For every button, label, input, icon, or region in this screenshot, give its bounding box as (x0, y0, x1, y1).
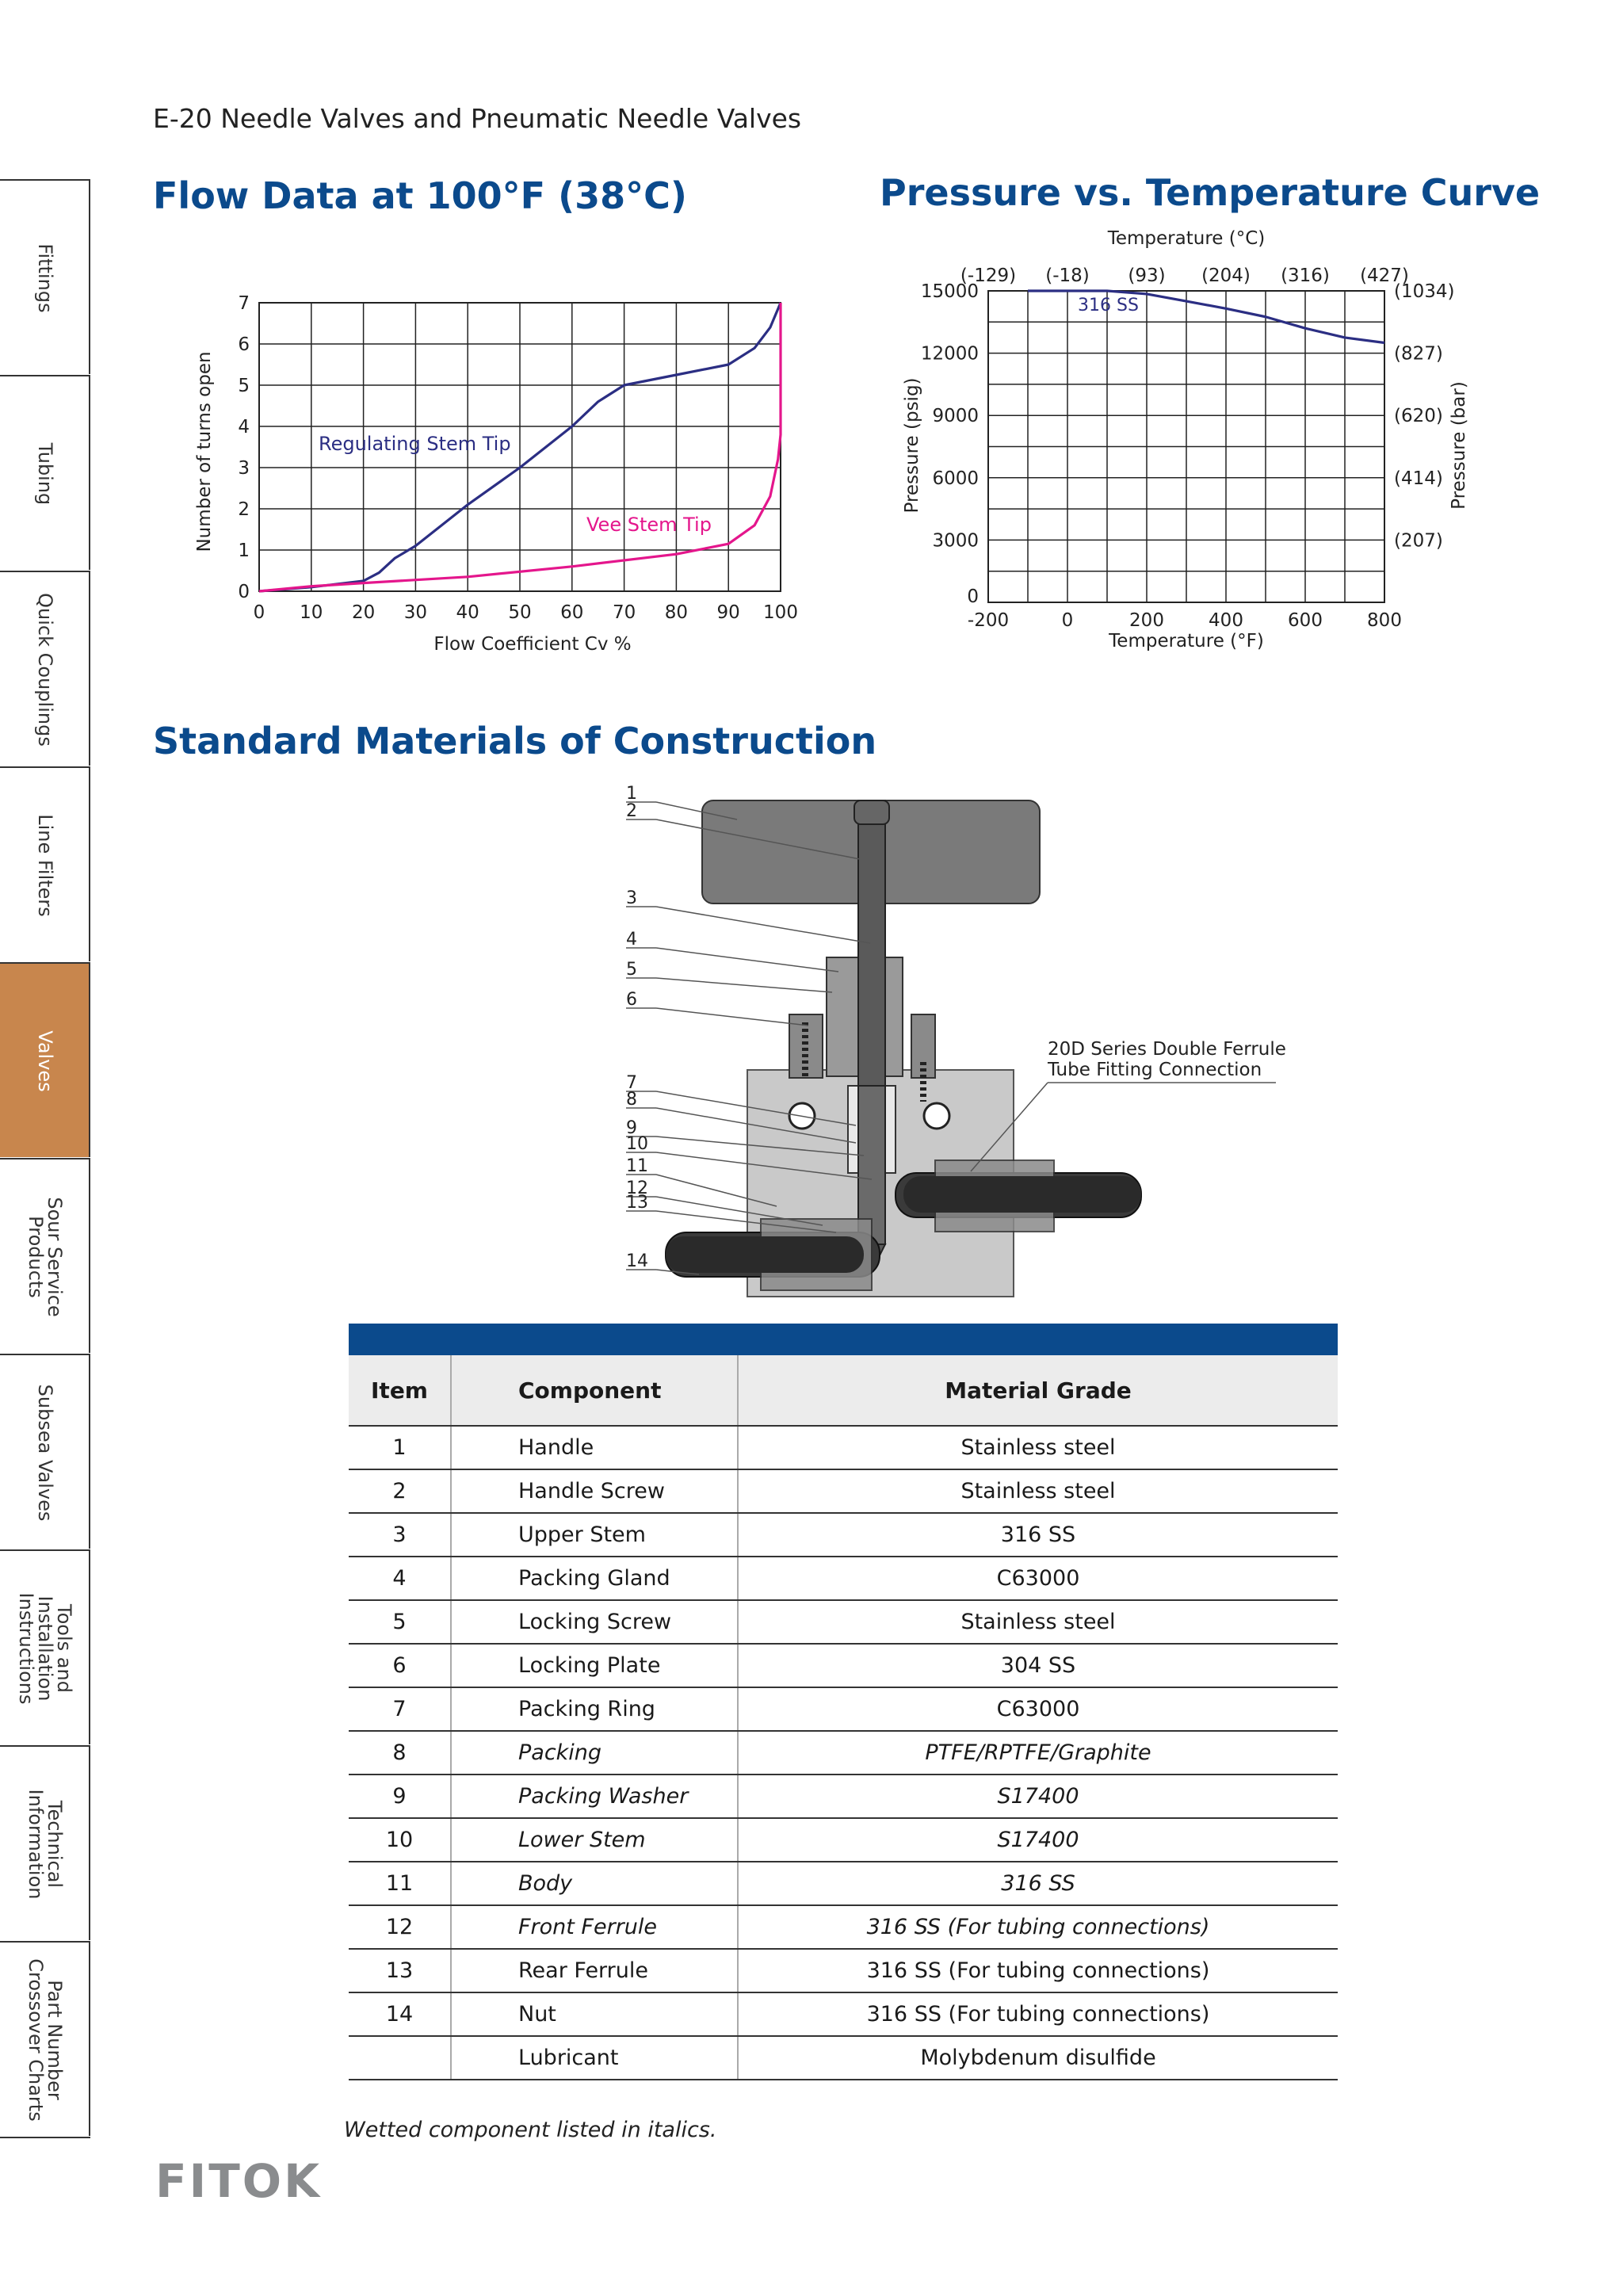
flow-chart-ylabel: Number of turns open (194, 351, 215, 552)
callout-number: 10 (626, 1134, 648, 1154)
y-tick-label: 2 (238, 499, 250, 520)
cell-material: S17400 (738, 1775, 1338, 1818)
callout-number: 11 (626, 1156, 648, 1176)
cell-component: Handle Screw (451, 1469, 738, 1513)
side-tab-8[interactable] (0, 1745, 90, 1940)
cell-component: Body (451, 1862, 738, 1905)
callout-leader (656, 1008, 808, 1026)
cell-material: Molybdenum disulfide (738, 2036, 1338, 2080)
side-tab-label: Tubing (34, 442, 56, 506)
x-tick-label: -200 (967, 610, 1010, 631)
connection-label-line1: 20D Series Double Ferrule (1048, 1039, 1286, 1060)
cell-component: Packing Washer (451, 1775, 738, 1818)
table-row (349, 1905, 1338, 1949)
side-tab-label: Quick Couplings (34, 593, 56, 747)
footnote: Wetted component listed in italics. (344, 2118, 717, 2142)
y-tick-label: 3 (238, 458, 250, 479)
cell-material: 316 SS (For tubing connections) (738, 1949, 1338, 1992)
pt-chart (888, 222, 1490, 666)
pt-chart-x2label: Temperature (°C) (1107, 228, 1266, 249)
series-label-regulating: Regulating Stem Tip (319, 433, 511, 455)
series-label-vee: Vee Stem Tip (586, 514, 712, 536)
x-tick-label: 100 (763, 602, 798, 623)
x-tick-label: 70 (612, 602, 636, 623)
callout-number: 14 (626, 1251, 648, 1271)
cell-component: Packing Ring (451, 1687, 738, 1731)
cell-material: 304 SS (738, 1644, 1338, 1687)
x-tick-label: 0 (253, 602, 265, 623)
flow-chart-x-ticks (254, 602, 798, 623)
pt-chart-ylabel: Pressure (psig) (902, 377, 922, 514)
cell-item: 2 (349, 1469, 451, 1513)
x-tick-label: 50 (508, 602, 532, 623)
table-row (349, 1775, 1338, 1818)
x2-tick-label: (93) (1128, 266, 1166, 286)
cell-item: 13 (349, 1949, 451, 1992)
side-tab-1[interactable] (0, 375, 90, 570)
callout-number: 13 (626, 1193, 648, 1213)
table-row (349, 1513, 1338, 1557)
table-row (349, 1426, 1338, 1469)
x-tick-label: 20 (351, 602, 376, 623)
y-tick-label: 0 (238, 582, 250, 602)
table-row (349, 1731, 1338, 1775)
callout-number: 1 (626, 785, 637, 804)
table-row (349, 1600, 1338, 1644)
cell-component: Locking Plate (451, 1644, 738, 1687)
pt-chart-title: Pressure vs. Temperature Curve (880, 171, 1541, 214)
cell-item: 11 (349, 1862, 451, 1905)
header-component: Component (451, 1355, 738, 1426)
table-row (349, 1818, 1338, 1862)
flow-chart-y-ticks (238, 293, 250, 602)
cell-material: PTFE/RPTFE/Graphite (738, 1731, 1338, 1775)
cell-component: Lubricant (451, 2036, 738, 2080)
cell-component: Rear Ferrule (451, 1949, 738, 1992)
table-row (349, 1469, 1338, 1513)
header-material: Material Grade (738, 1355, 1338, 1426)
header-item: Item (349, 1355, 451, 1426)
cell-item: 5 (349, 1600, 451, 1644)
side-tabs (0, 179, 92, 2137)
y-tick-label: 5 (238, 376, 250, 396)
y-tick-label: 6 (238, 334, 250, 355)
pt-chart-y2-ticks (1394, 281, 1454, 551)
connection-label-line2: Tube Fitting Connection (1048, 1060, 1262, 1080)
cell-component: Packing Gland (451, 1557, 738, 1600)
flow-chart-xlabel: Flow Coefficient Cv % (433, 634, 632, 655)
cell-item: 1 (349, 1426, 451, 1469)
cell-item: 8 (349, 1731, 451, 1775)
flow-chart (182, 269, 816, 666)
x2-tick-label: (427) (1360, 266, 1409, 286)
callout-leader (656, 907, 870, 943)
y-tick-label: 7 (238, 293, 250, 314)
cell-item (349, 2036, 451, 2080)
callout-number: 4 (626, 930, 637, 949)
cell-material: Stainless steel (738, 1469, 1338, 1513)
cell-material: Stainless steel (738, 1600, 1338, 1644)
y-tick-label: 12000 (920, 343, 979, 365)
cell-item: 10 (349, 1818, 451, 1862)
y2-tick-label: (620) (1394, 406, 1443, 427)
flow-chart-title: Flow Data at 100°F (38°C) (153, 174, 687, 217)
side-tab-3[interactable] (0, 766, 90, 961)
callout-number: 12 (626, 1179, 648, 1198)
x-tick-label: 600 (1288, 610, 1323, 631)
cell-item: 7 (349, 1687, 451, 1731)
y-tick-label: 1 (238, 541, 250, 561)
cell-material: C63000 (738, 1557, 1338, 1600)
side-tab-9[interactable] (0, 1941, 90, 2136)
x-tick-label: 60 (560, 602, 584, 623)
side-tab-label: Fittings (34, 243, 56, 313)
cell-component: Handle (451, 1426, 738, 1469)
y-tick-label: 4 (238, 417, 250, 437)
callout-leader (656, 948, 838, 972)
cell-item: 14 (349, 1992, 451, 2036)
cell-item: 12 (349, 1905, 451, 1949)
cell-component: Lower Stem (451, 1818, 738, 1862)
side-tab-label: Subsea Valves (34, 1384, 56, 1522)
callout-number: 5 (626, 960, 637, 980)
cell-component: Upper Stem (451, 1513, 738, 1557)
x2-tick-label: (-18) (1045, 266, 1090, 286)
callout-number: 9 (626, 1118, 637, 1138)
cell-component: Packing (451, 1731, 738, 1775)
cell-material: 316 SS (738, 1862, 1338, 1905)
side-tab-2[interactable] (0, 571, 90, 766)
side-tabs-bottom-border (0, 2137, 90, 2138)
x-tick-label: 90 (716, 602, 740, 623)
pt-chart-y2label: Pressure (bar) (1449, 381, 1469, 510)
materials-table (349, 1324, 1338, 2080)
side-tab-label: Sour Service Products (25, 1197, 66, 1317)
callout-leader (656, 978, 832, 992)
table-row (349, 1949, 1338, 1992)
cell-item: 3 (349, 1513, 451, 1557)
pt-chart-y-ticks (921, 281, 979, 607)
pt-chart-x-ticks (968, 610, 1402, 631)
x-tick-label: 10 (300, 602, 323, 623)
cell-component: Locking Screw (451, 1600, 738, 1644)
side-tab-label: Tools and Installation Instructions (15, 1592, 75, 1705)
valve-cross-section-diagram (618, 785, 1292, 1308)
y-tick-label: 9000 (932, 406, 979, 427)
table-row (349, 1992, 1338, 2036)
callout-number: 6 (626, 990, 637, 1010)
x-tick-label: 400 (1209, 610, 1243, 631)
table-row (349, 1644, 1338, 1687)
cell-material: C63000 (738, 1687, 1338, 1731)
side-tab-label: Line Filters (34, 814, 56, 917)
x-tick-label: 0 (1061, 610, 1074, 631)
callout-number: 7 (626, 1073, 637, 1093)
side-tab-0[interactable] (0, 179, 90, 374)
pt-series-label: 316 SS (1078, 296, 1139, 315)
side-tab-4[interactable] (0, 962, 90, 1157)
y-tick-label: 6000 (932, 468, 979, 489)
y2-tick-label: (827) (1394, 343, 1443, 365)
cell-item: 4 (349, 1557, 451, 1600)
table-header-band (349, 1324, 1338, 1355)
x-tick-label: 30 (403, 602, 428, 623)
callout-number: 8 (626, 1090, 637, 1110)
callout-number: 3 (626, 888, 637, 908)
x2-tick-label: (204) (1201, 266, 1251, 286)
side-tab-7[interactable] (0, 1549, 90, 1744)
cell-material: S17400 (738, 1818, 1338, 1862)
cell-component: Nut (451, 1992, 738, 2036)
pt-chart-x2-ticks (960, 266, 1409, 286)
callout-number: 2 (626, 801, 637, 821)
y-tick-label: 0 (967, 586, 979, 607)
cell-material: Stainless steel (738, 1426, 1338, 1469)
table-row (349, 2036, 1338, 2080)
pt-chart-grid (988, 291, 1384, 602)
x2-tick-label: (316) (1281, 266, 1330, 286)
x2-tick-label: (-129) (960, 266, 1017, 286)
fitok-logo: FITOK (155, 2154, 323, 2208)
y-tick-label: 15000 (920, 281, 979, 302)
x-tick-label: 200 (1129, 610, 1164, 631)
cell-component: Front Ferrule (451, 1905, 738, 1949)
y2-tick-label: (1034) (1394, 281, 1455, 302)
table-row (349, 1687, 1338, 1731)
table-row (349, 1862, 1338, 1905)
side-tab-label: Technical Information (25, 1789, 66, 1900)
cell-item: 6 (349, 1644, 451, 1687)
cell-material: 316 SS (For tubing connections) (738, 1992, 1338, 2036)
page-header: E-20 Needle Valves and Pneumatic Needle Valves (153, 103, 802, 134)
side-tab-6[interactable] (0, 1354, 90, 1549)
x-tick-label: 80 (664, 602, 689, 623)
x-tick-label: 40 (456, 602, 479, 623)
table-row (349, 1557, 1338, 1600)
cell-material: 316 SS (738, 1513, 1338, 1557)
y2-tick-label: (414) (1394, 468, 1443, 489)
side-tab-label: Part Number Crossover Charts (25, 1958, 66, 2122)
y-tick-label: 3000 (932, 530, 979, 552)
cell-item: 9 (349, 1775, 451, 1818)
y2-tick-label: (207) (1394, 530, 1443, 552)
side-tab-5[interactable] (0, 1158, 90, 1353)
x-tick-label: 800 (1367, 610, 1402, 631)
materials-title: Standard Materials of Construction (153, 720, 877, 762)
cell-material: 316 SS (For tubing connections) (738, 1905, 1338, 1949)
pt-chart-xlabel: Temperature (°F) (1109, 631, 1264, 651)
side-tab-label: Valves (34, 1030, 56, 1092)
